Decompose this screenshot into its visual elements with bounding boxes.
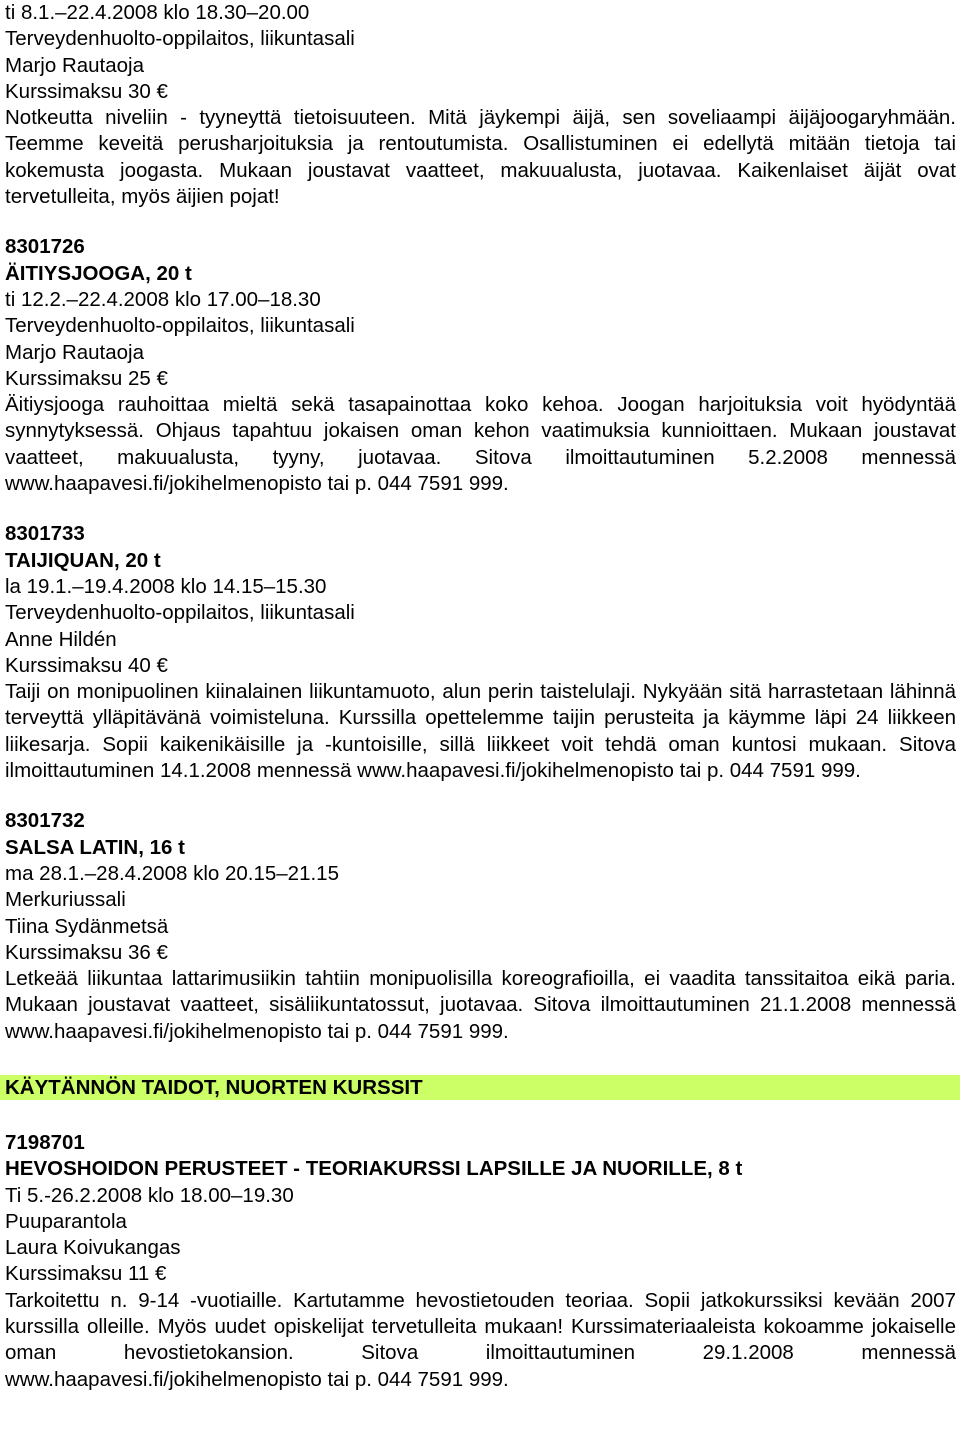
course-title: TAIJIQUAN, 20 t: [5, 548, 161, 572]
course-description: Taiji on monipuolinen kiinalainen liikuntamuoto, alun perin taistelulaji. Nykyään sitä harrastetaan lähinnä terveyttä ylläpitävänä voimisteluna. Kurssilla opettelemme taijin perusteita ja käymme läpi 24 liikkeen liikesarja. Sopii kaikenikäisille ja -kuntoisille, sillä liikkeet voit tehdä oman kuntosi mukaan. Sitova ilmoittautuminen 14.1.2008 mennessä www.haapavesi.fi/jokihelmenopisto tai p. 044 7591 999.: [5, 680, 956, 783]
course-date: ma 28.1.–28.4.2008 klo 20.15–21.15: [5, 861, 339, 885]
course-description: Letkeää liikuntaa lattarimusiikin tahtiin monipuolisilla koreografioilla, ei vaadita tanssitaitoa eikä paria. Mukaan joustavat vaatteet, sisäliikuntatossut, juotavaa. Sitova ilmoittautuminen 21.1.2008 mennessä www.haapavesi.fi/jokihelmenopisto tai p. 044 7591 999.: [5, 967, 956, 1043]
course-title: ÄITIYSJOOGA, 20 t: [5, 261, 192, 285]
course-title: SALSA LATIN, 16 t: [5, 835, 185, 859]
course-teacher: Marjo Rautaoja: [5, 340, 145, 364]
course-title: HEVOSHOIDON PERUSTEET - TEORIAKURSSI LAPSILLE JA NUORILLE, 8 t: [5, 1157, 743, 1181]
section-heading: KÄYTÄNNÖN TAIDOT, NUORTEN KURSSIT: [0, 1075, 960, 1100]
course-date: la 19.1.–19.4.2008 klo 14.15–15.30: [5, 574, 327, 598]
course-code: 8301733: [5, 522, 85, 546]
course-aitiysjooga: [5, 234, 956, 497]
course-fee: Kurssimaksu 11 €: [5, 1262, 167, 1286]
course-code: 7198701: [5, 1130, 85, 1154]
course-fee: Kurssimaksu 40 €: [5, 653, 168, 677]
course-fee: Kurssimaksu 25 €: [5, 366, 168, 390]
course-taijiquan: [5, 521, 956, 784]
course-teacher: Tiina Sydänmetsä: [5, 914, 169, 938]
course-code: 8301732: [5, 809, 85, 833]
course-place: Merkuriussali: [5, 888, 126, 912]
course-salsa-latin: [5, 808, 956, 1045]
course-place: Terveydenhuolto-oppilaitos, liikuntasali: [5, 27, 355, 51]
course-description: Äitiysjooga rauhoittaa mieltä sekä tasapainottaa koko kehoa. Joogan harjoituksia voit hyödyntää synnytyksessä. Ohjaus tapahtuu jokaisen oman kehon vaatimuksia kunnioittaen. Mukaan joustavat vaatteet, makuualusta, tyyny, juotavaa. Sitova ilmoittautuminen 5.2.2008 mennessä www.haapavesi.fi/jokihelmenopisto tai p. 044 7591 999.: [5, 393, 956, 496]
intro-course: [5, 0, 956, 210]
course-hevoshoito: [5, 1130, 956, 1393]
course-description: Tarkoitettu n. 9-14 -vuotiaille. Kartutamme hevostietouden teoriaa. Sopii jatkokurssiksi kevään 2007 kurssilla olleille. Myös uudet opiskelijat tervetulleita mukaan! Kurssimateriaaleista kokoamme jokaiselle oman hevostietokansion. Sitova ilmoittautuminen 29.1.2008 mennessä www.haapavesi.fi/jokihelmenopisto tai p. 044 7591 999.: [5, 1288, 956, 1391]
course-place: Puuparantola: [5, 1209, 127, 1233]
course-date: Ti 5.-26.2.2008 klo 18.00–19.30: [5, 1183, 294, 1207]
course-teacher: Laura Koivukangas: [5, 1236, 181, 1260]
course-place: Terveydenhuolto-oppilaitos, liikuntasali: [5, 601, 355, 625]
course-date: ti 8.1.–22.4.2008 klo 18.30–20.00: [5, 1, 310, 24]
course-description: Notkeutta niveliin - tyyneyttä tietoisuuteen. Mitä jäykempi äijä, sen soveliaampi äijäjoogaryhmään. Teemme keveitä perusharjoituksia ja rentoutumista. Osallistuminen ei edellytä mitään tietoja tai kokemusta joogasta. Mukaan joustavat vaatteet, makuualusta, juotavaa. Kaikenlaiset äijät ovat tervetulleita, myös äijien pojat!: [5, 106, 956, 209]
course-teacher: Anne Hildén: [5, 627, 117, 651]
course-code: 8301726: [5, 235, 85, 259]
course-date: ti 12.2.–22.4.2008 klo 17.00–18.30: [5, 287, 321, 311]
course-fee: Kurssimaksu 30 €: [5, 79, 168, 103]
course-place: Terveydenhuolto-oppilaitos, liikuntasali: [5, 314, 355, 338]
course-teacher: Marjo Rautaoja: [5, 53, 145, 77]
course-fee: Kurssimaksu 36 €: [5, 940, 168, 964]
